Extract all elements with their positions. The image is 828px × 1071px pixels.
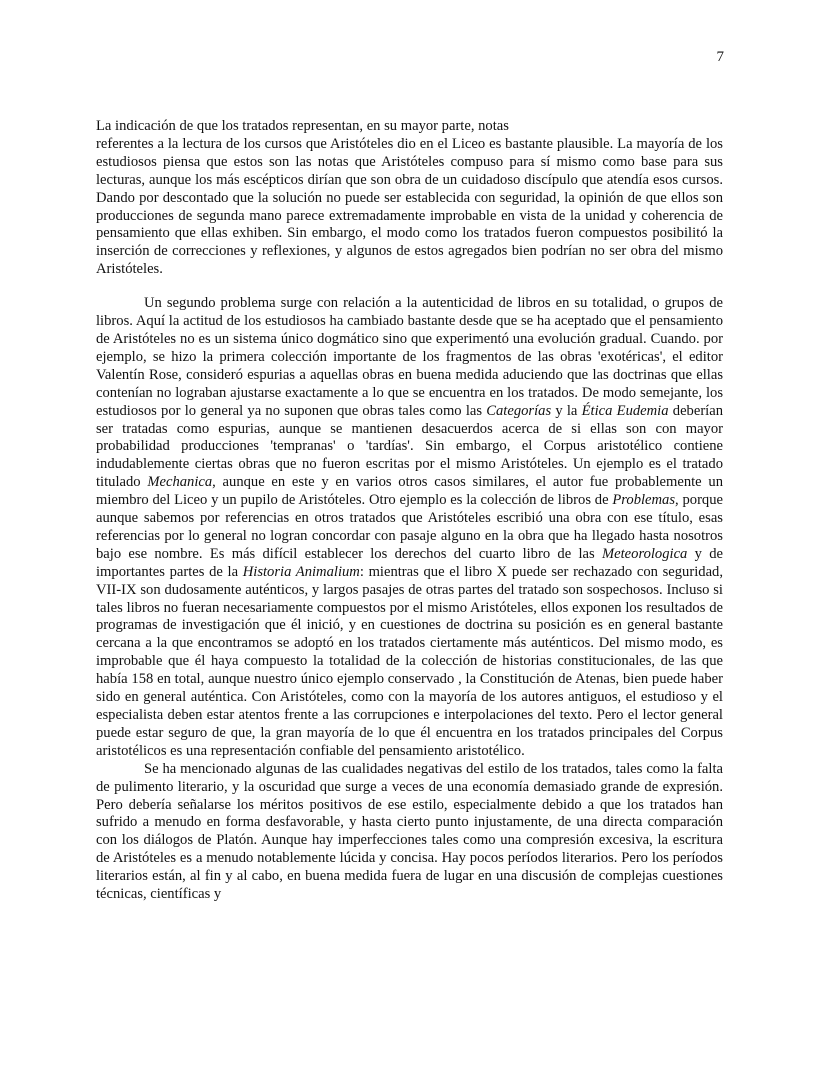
paragraph-2-text-c: deberían ser tratadas como espurias, aunque se mantienen desacuerdos acerca de si ellas son con mayor probabilidad producciones 'tempranas' o 'tardías'. Sin embargo, el Corpus aristotélico contiene indudablemente ciertas obras que no fueron escritas por el mismo Aristóteles. Un ejemplo es el tratado titulado	[96, 402, 724, 491]
title-meteorologica: Meteorologica	[601, 545, 688, 562]
paragraph-1	[96, 118, 723, 279]
paragraph-2-text-e: , porque aunque sabemos por referencias en otros tratados que Aristóteles escribió una obra con ese título, esas referencias por lo general no logran concordar con pasaje alguno en la obra que ha llegado hasta nosotros bajo ese nombre. Es más difícil establecer los derechos del cuarto libro de las	[96, 492, 723, 562]
paragraph-1-first-line: La indicación de que los tratados representan, en su mayor parte, notas	[96, 118, 509, 134]
title-etica-eudemia: Ética Eudemia	[581, 402, 669, 419]
paragraph-3	[96, 761, 723, 904]
title-mechanica: Mechanica	[147, 474, 213, 491]
paragraph-3-text: Se ha mencionado algunas de las cualidades negativas del estilo de los tratados, tales como la falta de pulimento literario, y la oscuridad que surge a veces de una economía demasiado grande de expresión. Pero debería señalarse los méritos positivos de ese estilo, especialmente debido a que los tratados han sufrido a menudo en forma desfavorable, y hasta cierto punto injustamente, de una directa comparación con los diálogos de Platón. Aunque hay imperfecciones tales como una compresión excesiva, la escritura de Aristóteles es a menudo notablemente lúcida y concisa. Hay pocos períodos literarios. Pero los períodos literarios están, al fin y al cabo, en buena medida fuera de lugar en una discusión de complejas cuestiones técnicas, científicas y	[96, 760, 723, 903]
title-problemas: Problemas	[612, 492, 676, 509]
paragraph-2-text-g: : mientras que el libro X puede ser rechazado con seguridad, VII-IX son dudosamente auténticos, y largos pasajes de otras partes del tratado son sospechosos. Incluso si tales libros no fueran necesariamente compuestos por el mismo Aristóteles, ellos exponen los resultados de programas de investigación que él inició, y en cuestiones de doctrina su posición es en general bastante cercana a la que encontramos se adoptó en los tratados ciertamente más auténticos. Del mismo modo, es improbable que él haya compuesto la totalidad de la colección de historias constitucionales, de las que había 158 en total, aunque nuestro único ejemplo conservado , la Constitución de Atenas, bien puede haber sido en general auténtica. Con Aristóteles, como con la mayoría de los autores antiguos, el estudioso y el especialista deben estar atentos frente a las corrupciones e interpolaciones del texto. Pero el lector general puede estar seguro de que, la gran mayoría de lo que él encuentra en los tratados principales del Corpus aristotélicos es una representación confiable del pensamiento aristotélico.	[96, 563, 723, 759]
page-number: 7	[716, 49, 724, 65]
paragraph-2-text-f: y de importantes partes de la	[96, 545, 723, 580]
paragraph-2-text-b: y la	[551, 402, 582, 419]
paragraph-2-text-a: Un segundo problema surge con relación a la autenticidad de libros en su totalidad, o grupos de libros. Aquí la actitud de los estudiosos ha cambiado bastante desde que se ha aceptado que el pensamiento de Aristóteles no es un sistema único dogmático sino que experimentó una evolución gradual. Cuando. por ejemplo, se hizo la primera colección importante de los fragmentos de las obras 'exotéricas', el editor Valentín Rose, consideró espurias a aquellas obras en buena medida aduciendo que las doctrinas que ellas contenían no lograban ajustarse exactamente a lo que se encuentra en los tratados. De modo semejante, los estudiosos por lo general ya no suponen que obras tales como las	[96, 295, 723, 419]
paragraph-2	[96, 295, 723, 761]
paragraph-1-text: referentes a la lectura de los cursos que Aristóteles dio en el Liceo es bastante plausible. La mayoría de los estudiosos piensa que estos son las notas que Aristóteles compuso para sí mismo como base para sus lecturas, aunque los más escépticos dirían que son obra de un cuidadoso discípulo que atendía esos cursos. Dando por descontado que la solución no puede ser establecida con seguridad, la opinión de que ellos son producciones de segunda mano parece extremadamente improbable en vista de la unidad y coherencia de pensamiento que ellas exhiben. Sin embargo, el modo como los tratados fueron compuestos posibilitó la inserción de correcciones y reflexiones, y algunos de estos agregados bien podrían no ser obra del mismo Aristóteles.	[96, 135, 723, 278]
paragraph-2-text-d: , aunque en este y en varios otros casos similares, el autor fue probablemente un miembro del Liceo y un pupilo de Aristóteles. Otro ejemplo es la colección de libros de	[96, 474, 723, 509]
body-text	[96, 118, 723, 904]
title-historia-animalium: Historia Animalium	[242, 563, 360, 580]
title-categorias: Categorías	[486, 402, 552, 419]
